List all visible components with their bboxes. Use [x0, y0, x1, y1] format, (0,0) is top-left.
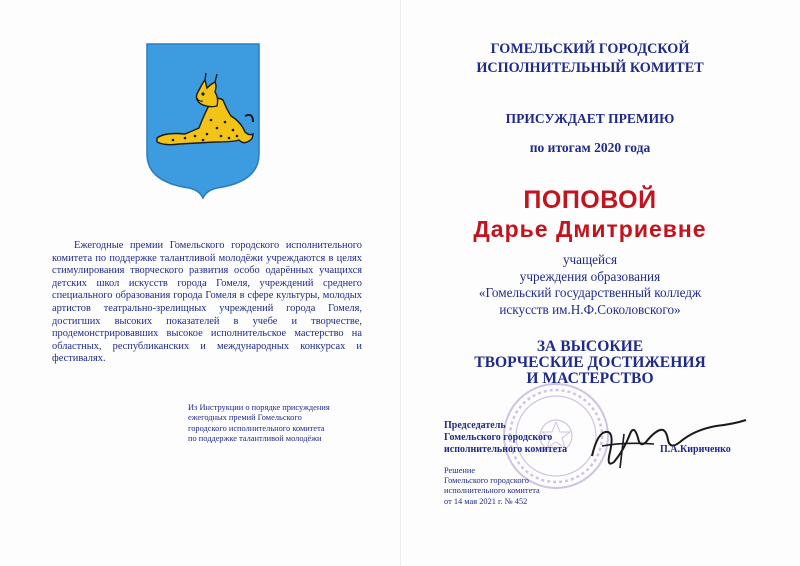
decision-line: от 14 мая 2021 г. № 452	[444, 496, 528, 506]
affiliation-line: «Гомельский государственный колледж	[478, 285, 702, 300]
decision-reference	[444, 466, 604, 507]
affiliation-line: учреждения образования	[519, 268, 661, 284]
coat-of-arms-icon	[145, 42, 261, 200]
awards-prize-line: ПРИСУЖДАЕТ ПРЕМИЮ	[505, 111, 675, 126]
award-period: по итогам 2020 года	[529, 140, 651, 155]
page-fold	[400, 0, 401, 566]
chairman-line: Гомельского городского	[444, 432, 553, 443]
intro-text-block	[52, 240, 362, 366]
reference-line: по поддержке талантливой молодёжи	[188, 434, 322, 444]
issuer-line: ИСПОЛНИТЕЛЬНЫЙ КОМИТЕТ	[476, 60, 704, 76]
recipient-surname: ПОПОВОЙ	[523, 186, 657, 214]
reason-line: ТВОРЧЕСКИЕ ДОСТИЖЕНИЯ	[474, 354, 706, 371]
chairman-line: исполнительного комитета	[444, 444, 568, 455]
intro-paragraph: Ежегодные премии Гомельского городского исполнительного комитета по поддержке талантливой молодёжи учреждаются в целях стимулирования творческого развития особо одарённых учащихся детских школ искусств города Гомеля, учреждений среднего специального образования города Гомеля в сфере культуры, молодых артистов театрально-зрелищных учреждений города Гомеля, достигших высоких показателей в учебе и творчестве, продемонстрировавших высокое исполнительское мастерство на областных, республиканских и международных конкурсах и фестивалях.	[52, 240, 362, 365]
affiliation-line: искусств им.Н.Ф.Соколовского»	[499, 301, 681, 317]
reference-line: ежегодных премий Гомельского	[188, 413, 302, 423]
affiliation-line: учащейся	[562, 252, 618, 267]
reason-line: ЗА ВЫСОКИЕ	[536, 338, 644, 355]
decision-line: Решение	[444, 466, 476, 475]
chairman-line: Председатель	[444, 420, 506, 431]
decision-line: исполнительного комитета	[444, 486, 540, 496]
student-affiliation	[420, 252, 760, 318]
reference-line: Из Инструкции о порядке присуждения	[188, 403, 330, 412]
recipient-given-name: Дарье Дмитриевне	[473, 216, 707, 242]
issuer-line: ГОМЕЛЬСКИЙ ГОРОДСКОЙ	[490, 41, 690, 57]
instruction-reference	[188, 403, 363, 445]
issuer-heading	[420, 40, 760, 78]
chairman-title	[444, 420, 604, 456]
reason-line: И МАСТЕРСТВО	[526, 370, 654, 387]
chairman-name: П.А.Кириченко	[660, 444, 731, 455]
reference-line: городского исполнительного комитета	[188, 423, 325, 433]
decision-line: Гомельского городского	[444, 476, 529, 486]
